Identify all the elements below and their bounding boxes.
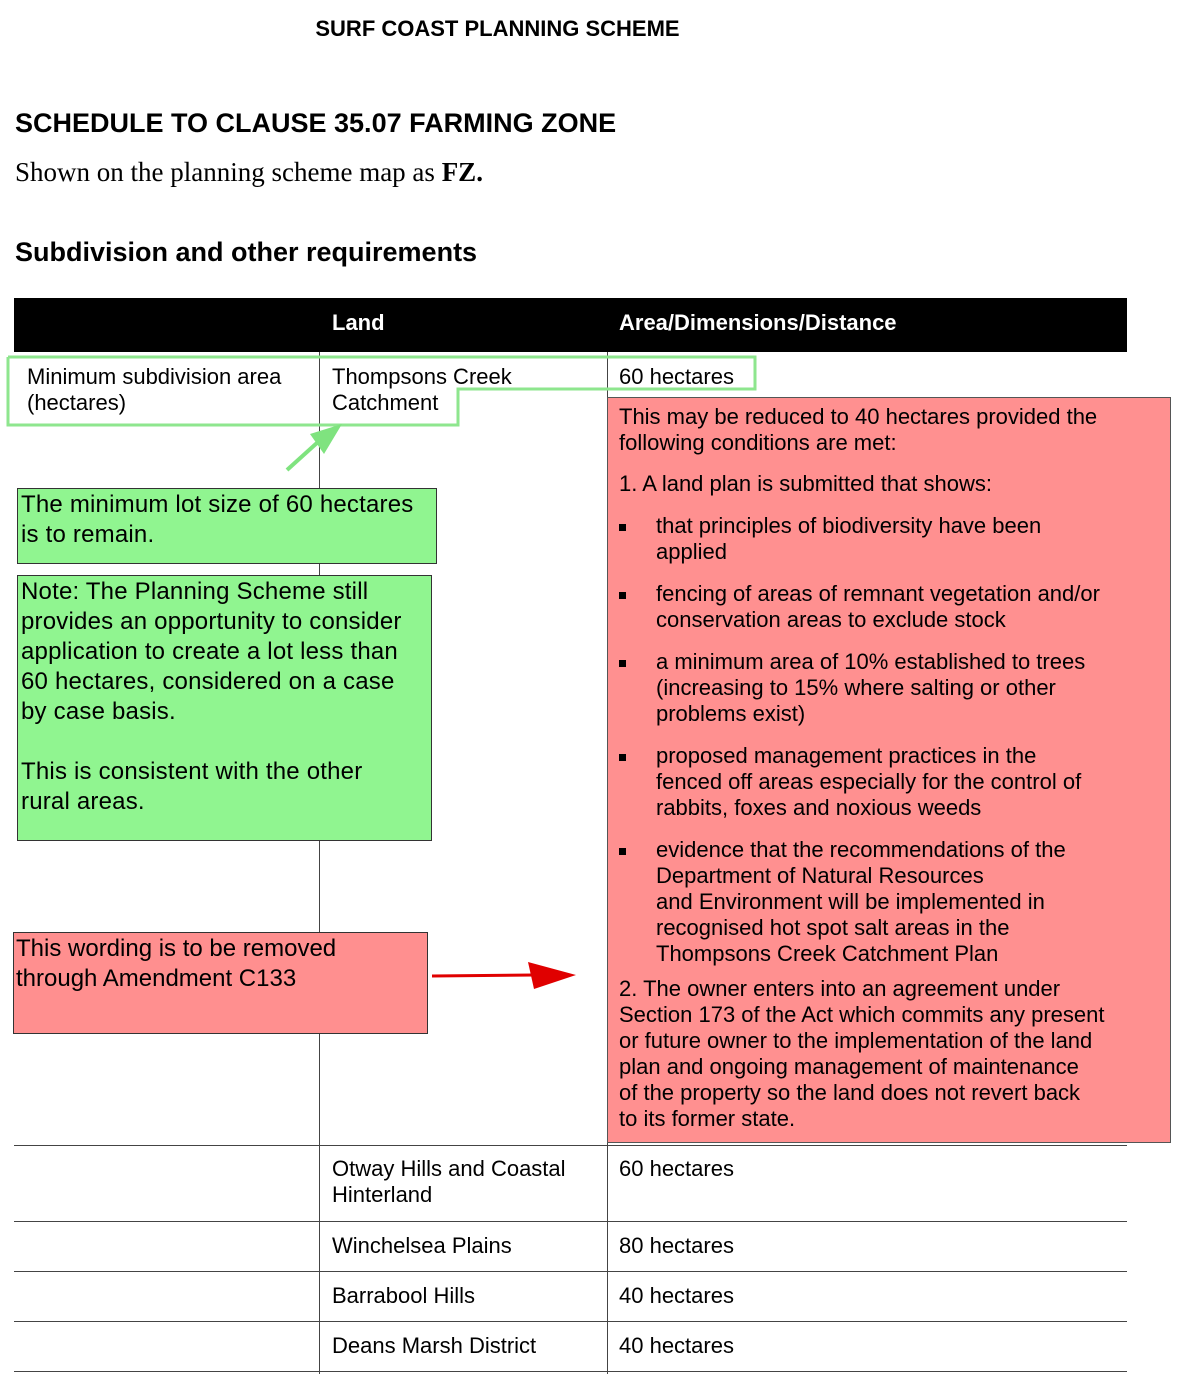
bullet-icon (619, 660, 626, 667)
bullet-icon (619, 592, 626, 599)
item2-line: or future owner to the implementation of the land (619, 1028, 1093, 1053)
item2-line: plan and ongoing management of maintenance (619, 1054, 1079, 1079)
land-cell (332, 1156, 566, 1208)
note-line: by case basis. (21, 698, 176, 725)
note-line: 60 hectares, considered on a case (21, 668, 395, 695)
arrow-up-right-icon (280, 420, 360, 476)
condition-item-2 (619, 976, 1104, 1132)
bullet-line: fencing of areas of remnant vegetation and/or (656, 581, 1100, 606)
bullet-line: that principles of biodiversity have been (656, 513, 1042, 538)
land-line: Otway Hills and Coastal (332, 1156, 566, 1181)
requirement-line: Minimum subdivision area (27, 364, 282, 389)
land-line: Thompsons Creek (332, 364, 512, 389)
green-note-planning-scheme (17, 575, 432, 841)
bullet-line: (increasing to 15% where salting or other (656, 675, 1056, 700)
note-line: rural areas. (21, 788, 145, 815)
bullet-text (656, 513, 1041, 565)
green-note-lot-size (17, 488, 437, 564)
bullet-icon (619, 754, 626, 761)
bullet-line: rabbits, foxes and noxious weeds (656, 795, 982, 820)
bullet-icon (619, 848, 626, 855)
item2-line: 2. The owner enters into an agreement under (619, 976, 1061, 1001)
note-line (21, 727, 428, 757)
intro-line: following conditions are met: (619, 430, 897, 455)
schedule-heading: SCHEDULE TO CLAUSE 35.07 FARMING ZONE (15, 108, 617, 138)
item2-line: of the property so the land does not revert back (619, 1080, 1081, 1105)
bullet-line: and Environment will be implemented in (656, 889, 1045, 914)
column-header-area: Area/Dimensions/Distance (619, 310, 897, 335)
note-line: This wording is to be removed (16, 935, 337, 962)
note-line: provides an opportunity to consider (21, 608, 402, 635)
document-header: SURF COAST PLANNING SCHEME (315, 16, 680, 41)
map-code-prefix: Shown on the planning scheme map as (15, 157, 442, 187)
bullet-line: fenced off areas especially for the control of (656, 769, 1082, 794)
bullet-line: Thompsons Creek Catchment Plan (656, 941, 999, 966)
conditions-intro (619, 404, 1097, 456)
area-cell: 40 hectares (619, 1283, 734, 1308)
land-cell: Deans Marsh District (332, 1333, 537, 1358)
note-line: is to remain. (21, 521, 155, 548)
area-cell: 40 hectares (619, 1333, 734, 1358)
bullet-line: evidence that the recommendations of the (656, 837, 1066, 862)
bullet-line: conservation areas to exclude stock (656, 607, 1006, 632)
bullet-text (656, 837, 1066, 967)
bullet-text (656, 743, 1081, 821)
bullet-line: recognised hot spot salt areas in the (656, 915, 1010, 940)
note-line: through Amendment C133 (16, 965, 297, 992)
bullet-line: Department of Natural Resources (656, 863, 984, 888)
note-line: The minimum lot size of 60 hectares (21, 491, 414, 518)
arrow-right-icon (430, 958, 580, 994)
note-line: This is consistent with the other (21, 758, 363, 785)
column-header-land: Land (332, 310, 385, 335)
requirement-line: (hectares) (27, 390, 127, 415)
note-line: Note: The Planning Scheme still (21, 578, 369, 605)
item2-line: Section 173 of the Act which commits any present (619, 1002, 1105, 1027)
section-heading: Subdivision and other requirements (15, 237, 478, 267)
item2-line: to its former state. (619, 1106, 796, 1131)
note-line: application to create a lot less than (21, 638, 398, 665)
bullet-line: applied (656, 539, 727, 564)
bullet-text (656, 581, 1100, 633)
bullet-line: problems exist) (656, 701, 806, 726)
condition-item-1: 1. A land plan is submitted that shows: (619, 471, 993, 496)
land-line: Catchment (332, 390, 439, 415)
map-code: FZ. (441, 157, 483, 187)
land-line: Hinterland (332, 1182, 433, 1207)
area-cell: 60 hectares (619, 1156, 734, 1181)
red-note-amendment (13, 932, 428, 1034)
area-cell: 60 hectares (619, 364, 734, 389)
area-cell: 80 hectares (619, 1233, 734, 1258)
bullet-line: a minimum area of 10% established to trees (656, 649, 1086, 674)
bullet-text (656, 649, 1085, 727)
bullet-icon (619, 524, 626, 531)
intro-line: This may be reduced to 40 hectares provided the (619, 404, 1098, 429)
land-cell: Winchelsea Plains (332, 1233, 512, 1258)
land-cell: Barrabool Hills (332, 1283, 476, 1308)
bullet-line: proposed management practices in the (656, 743, 1037, 768)
